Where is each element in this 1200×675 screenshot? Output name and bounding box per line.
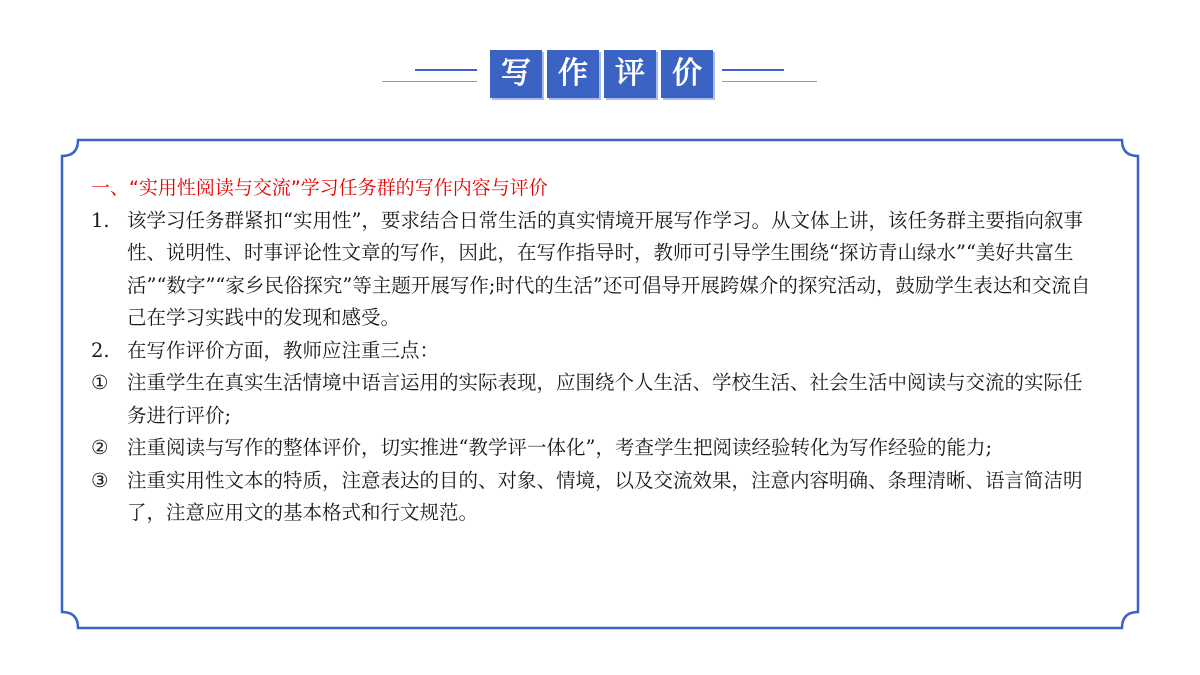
list-item (91, 432, 1091, 465)
title-char: 作 (547, 50, 599, 98)
list-text: 注重学生在真实生活情境中语言运用的实际表现，应围绕个人生活、学校生活、社会生活中阅读与交流的实际任务进行评价; (127, 371, 1083, 427)
list-item (91, 465, 1091, 530)
list-marker: ③ (91, 468, 109, 492)
list-text: 注重阅读与写作的整体评价，切实推进“教学评一体化”，考查学生把阅读经验转化为写作经验的能力; (127, 436, 993, 459)
title-line-right-thin (722, 81, 817, 82)
list-text: 在写作评价方面，教师应注重三点： (127, 338, 440, 362)
title-char: 评 (604, 50, 656, 98)
title-char: 写 (490, 50, 542, 98)
list-item (91, 205, 1091, 335)
title-char: 价 (661, 50, 713, 98)
list-marker: 1. (91, 208, 110, 232)
list-item (91, 335, 1091, 368)
list-text: 该学习任务群紧扣“实用性”，要求结合日常生活的真实情境开展写作学习。从文体上讲，该任务群主要指向叙事性、说明性、时事评论性文章的写作，因此，在写作指导时，教师可引导学生围绕“探访青山绿水”“美好共富生活”“数字”“家乡民俗探究”等主题开展写作;时代的生活”还可倡导开展跨媒介的探究活动，鼓励学生表达和交流自己在学习实践中的发现和感受。 (127, 208, 1091, 329)
list-marker: ① (91, 371, 109, 394)
title-banner (0, 47, 1200, 101)
content-body (91, 172, 1091, 530)
title-line-left (415, 69, 477, 71)
section-heading: 一、“实用性阅读与交流”学习任务群的写作内容与评价 (91, 177, 548, 199)
page-title (490, 50, 713, 98)
title-line-right (722, 69, 784, 71)
list-marker: 2. (91, 338, 110, 362)
list-text: 注重实用性文本的特质，注意表达的目的、对象、情境，以及交流效果，注意内容明确、条理清晰、语言简洁明了，注意应用文的基本格式和行文规范。 (127, 468, 1083, 524)
list-marker: ② (91, 436, 109, 459)
list-item (91, 367, 1091, 432)
title-line-left-thin (382, 81, 477, 82)
